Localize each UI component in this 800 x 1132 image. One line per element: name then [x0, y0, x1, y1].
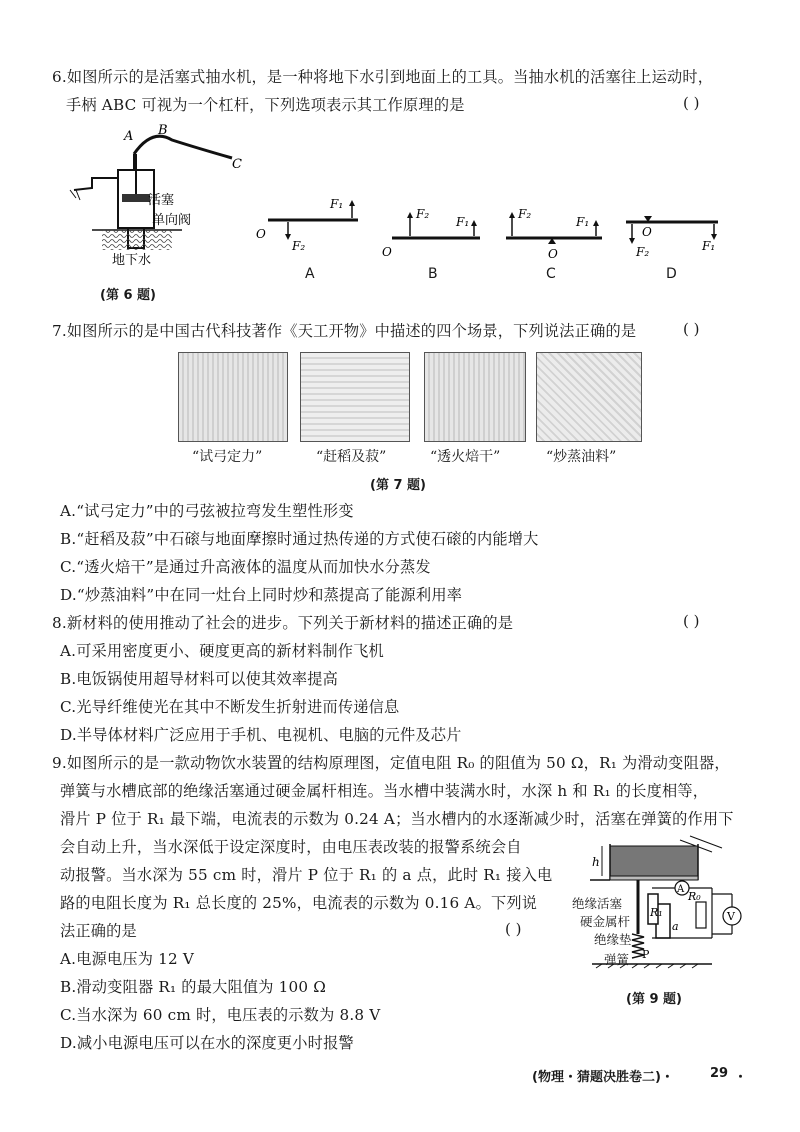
q7-answer-paren: ( ) [683, 320, 700, 338]
q7-scene-3-image [424, 352, 526, 442]
q9-caption: (第 9 题) [626, 992, 682, 1007]
q6-option-a-diagram [256, 196, 366, 260]
q6-answer-paren: ( ) [683, 94, 700, 112]
q8-option-a: A.可采用密度更小、硬度更高的新材料制作飞机 [60, 642, 384, 660]
q6-label-water: 地下水 [112, 253, 152, 268]
q6-c-f2: F₂ [518, 207, 532, 221]
q9-line-3: 滑片 P 位于 R₁ 最下端，电流表的示数为 0.24 A；当水槽内的水逐渐减少时，活塞在弹簧的作用下 [60, 810, 734, 828]
q6-label-a: A [124, 129, 134, 144]
q9-label-a: a [672, 920, 679, 933]
q7-scene-3-caption: “透火焙干” [430, 449, 501, 465]
q7-scene-2-image [300, 352, 410, 442]
q6-a-o: O [256, 227, 266, 241]
q6-d-f1: F₁ [702, 239, 716, 253]
q7-line-1: 7.如图所示的是中国古代科技著作《天工开物》中描述的四个场景，下列说法正确的是 [52, 322, 637, 340]
q6-label-c: C [232, 157, 242, 172]
q9-line-1: 9.如图所示的是一款动物饮水装置的结构原理图，定值电阻 R₀ 的阻值为 50 Ω，R₁ 为滑动变阻器， [52, 754, 730, 772]
q6-label-valve: 单向阀 [152, 213, 192, 228]
q9-label-voltmeter: V [727, 910, 735, 923]
q7-scene-1-image [178, 352, 288, 442]
q6-label-b: B [158, 123, 168, 138]
q6-option-b: B [428, 266, 438, 282]
q6-b-f2: F₂ [416, 207, 430, 221]
footer-title: (物理・猜题决胜卷二)・ [532, 1070, 674, 1085]
q6-b-o: O [382, 245, 392, 259]
q8-answer-paren: ( ) [683, 612, 700, 630]
q9-label-r0: R₀ [688, 890, 701, 903]
q6-caption: (第 6 题) [100, 288, 156, 303]
q9-label-pad: 绝缘垫 [594, 932, 632, 947]
q9-label-p: P [642, 948, 650, 961]
q6-option-a: A [305, 266, 315, 282]
q8-option-b: B.电饭锅使用超导材料可以使其效率提高 [60, 670, 338, 688]
q6-b-f1: F₁ [456, 215, 470, 229]
q9-option-c: C.当水深为 60 cm 时，电压表的示数为 8.8 V [60, 1006, 381, 1024]
q6-option-d-diagram [622, 212, 732, 268]
q9-option-b: B.滑动变阻器 R₁ 的最大阻值为 100 Ω [60, 978, 327, 996]
q6-d-o: O [642, 225, 652, 239]
q9-line-7: 法正确的是 [60, 922, 137, 940]
q8-option-d: D.半导体材料广泛应用于手机、电视机、电脑的元件及芯片 [60, 726, 462, 744]
q9-answer-paren: ( ) [505, 920, 522, 938]
q6-option-c: C [546, 266, 556, 282]
q9-label-r1: R₁ [650, 906, 663, 919]
q7-option-b: B.“赶稻及菽”中石磙与地面摩擦时通过热传递的方式使石磙的内能增大 [60, 530, 539, 548]
footer-dot: ・ [734, 1070, 748, 1085]
q9-line-6: 路的电阻长度为 R₁ 总长度的 25%，电流表的示数为 0.16 A。下列说 [60, 894, 538, 912]
q7-caption: (第 7 题) [370, 478, 426, 493]
q6-d-f2: F₂ [636, 245, 650, 259]
q9-label-piston: 绝缘活塞 [572, 896, 623, 911]
q6-pump-figure [62, 118, 252, 280]
q9-label-h: h [592, 855, 600, 869]
q6-c-o: O [548, 247, 558, 261]
q9-option-a: A.电源电压为 12 V [60, 950, 195, 968]
q7-option-a: A.“试弓定力”中的弓弦被拉弯发生塑性形变 [60, 502, 354, 520]
q7-scene-2-caption: “赶稻及菽” [316, 449, 387, 465]
q9-label-rod: 硬金属杆 [580, 914, 631, 929]
q6-line-1: 6.如图所示的是活塞式抽水机，是一种将地下水引到地面上的工具。当抽水机的活塞往上运动时， [52, 68, 714, 86]
q9-line-2: 弹簧与水槽底部的绝缘活塞通过硬金属杆相连。当水槽中装满水时，水深 h 和 R₁ 的长度相等， [60, 782, 709, 800]
q9-line-5: 动报警。当水深为 55 cm 时，滑片 P 位于 R₁ 的 a 点，此时 R₁ 接入电 [60, 866, 553, 884]
q6-option-b-diagram [380, 198, 490, 262]
q6-c-f1: F₁ [576, 215, 590, 229]
q6-a-f1: F₁ [330, 197, 344, 211]
q7-scene-1-caption: “试弓定力” [192, 449, 263, 465]
q7-scene-4-caption: “炒蒸油料” [546, 449, 617, 465]
q8-option-c: C.光导纤维使光在其中不断发生折射进而传递信息 [60, 698, 400, 716]
q6-a-f2: F₂ [292, 239, 306, 253]
q7-option-d: D.“炒蒸油料”中在同一灶台上同时炒和蒸提高了能源利用率 [60, 586, 463, 604]
q9-label-spring: 弹簧 [604, 952, 630, 967]
q8-line-1: 8.新材料的使用推动了社会的进步。下列关于新材料的描述正确的是 [52, 614, 514, 632]
q9-option-d: D.减小电源电压可以在水的深度更小时报警 [60, 1034, 354, 1052]
q7-option-c: C.“透火焙干”是通过升高液体的温度从而加快水分蒸发 [60, 558, 431, 576]
q6-label-piston: 活塞 [148, 193, 175, 208]
q9-line-4: 会自动上升，当水深低于设定深度时，由电压表改装的报警系统会自 [60, 838, 522, 856]
q6-option-c-diagram [500, 198, 610, 262]
page-number: 29 [710, 1066, 729, 1081]
q7-scene-4-image [536, 352, 642, 442]
q6-option-d: D [666, 266, 677, 282]
q6-line-2: 手柄 ABC 可视为一个杠杆，下列选项表示其工作原理的是 [66, 96, 465, 114]
q9-label-ammeter: A [677, 884, 685, 895]
